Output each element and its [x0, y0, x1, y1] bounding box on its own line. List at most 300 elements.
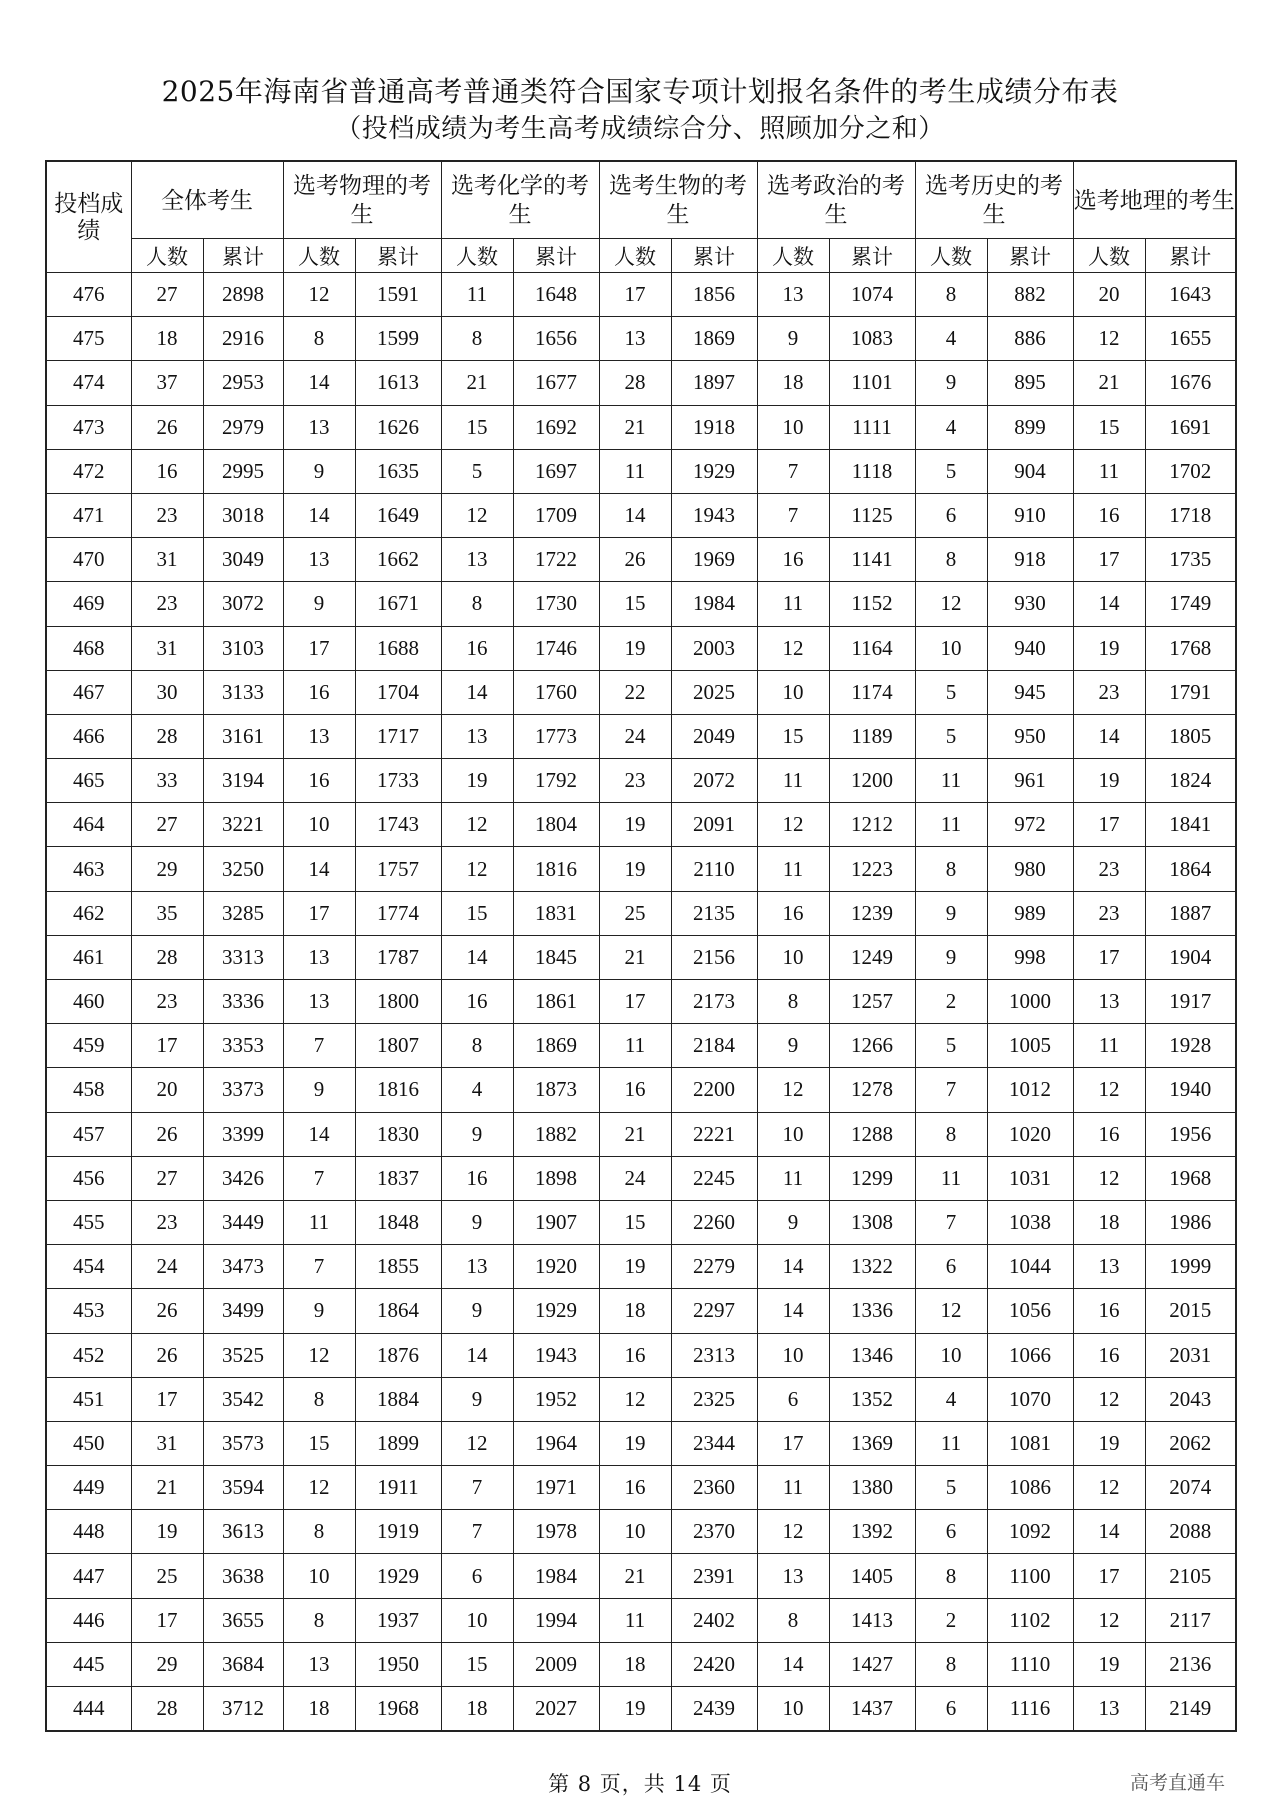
- count-cell: 35: [131, 891, 203, 935]
- count-cell: 17: [131, 1377, 203, 1421]
- count-cell: 11: [599, 1024, 671, 1068]
- cumulative-subheader: 累计: [987, 239, 1073, 273]
- cumulative-cell: 1709: [513, 493, 599, 537]
- cumulative-cell: 1787: [355, 935, 441, 979]
- group-header-geography: 选考地理的考生: [1073, 161, 1236, 239]
- count-cell: 19: [131, 1510, 203, 1554]
- score-cell: 462: [46, 891, 131, 935]
- cumulative-cell: 1369: [829, 1421, 915, 1465]
- count-cell: 12: [283, 1333, 355, 1377]
- cumulative-cell: 1676: [1145, 361, 1236, 405]
- count-cell: 18: [599, 1289, 671, 1333]
- cumulative-cell: 3194: [203, 759, 283, 803]
- table-row: [46, 1200, 1236, 1244]
- cumulative-cell: 2260: [671, 1200, 757, 1244]
- cumulative-cell: 3473: [203, 1245, 283, 1289]
- count-cell: 16: [757, 891, 829, 935]
- count-cell: 20: [1073, 273, 1145, 317]
- cumulative-cell: 1864: [355, 1289, 441, 1333]
- cumulative-cell: 1791: [1145, 670, 1236, 714]
- cumulative-cell: 1816: [355, 1068, 441, 1112]
- count-cell: 18: [757, 361, 829, 405]
- count-cell: 9: [283, 449, 355, 493]
- score-cell: 464: [46, 803, 131, 847]
- cumulative-cell: 1038: [987, 1200, 1073, 1244]
- cumulative-cell: 3712: [203, 1687, 283, 1732]
- cumulative-cell: 1800: [355, 980, 441, 1024]
- count-cell: 25: [599, 891, 671, 935]
- cumulative-cell: 972: [987, 803, 1073, 847]
- cumulative-cell: 3573: [203, 1421, 283, 1465]
- cumulative-cell: 1380: [829, 1466, 915, 1510]
- cumulative-cell: 1717: [355, 714, 441, 758]
- count-cell: 8: [757, 980, 829, 1024]
- cumulative-cell: 1749: [1145, 582, 1236, 626]
- table-row: [46, 1510, 1236, 1554]
- score-cell: 459: [46, 1024, 131, 1068]
- count-cell: 2: [915, 980, 987, 1024]
- count-cell: 4: [441, 1068, 513, 1112]
- count-subheader: 人数: [757, 239, 829, 273]
- cumulative-cell: 3499: [203, 1289, 283, 1333]
- cumulative-cell: 2439: [671, 1687, 757, 1732]
- cumulative-cell: 1662: [355, 538, 441, 582]
- cumulative-cell: 3285: [203, 891, 283, 935]
- count-cell: 16: [1073, 1289, 1145, 1333]
- cumulative-cell: 961: [987, 759, 1073, 803]
- count-cell: 28: [599, 361, 671, 405]
- count-cell: 6: [441, 1554, 513, 1598]
- table-row: [46, 626, 1236, 670]
- cumulative-cell: 2995: [203, 449, 283, 493]
- count-cell: 5: [915, 449, 987, 493]
- count-cell: 12: [915, 1289, 987, 1333]
- cumulative-cell: 1599: [355, 317, 441, 361]
- cumulative-cell: 1718: [1145, 493, 1236, 537]
- count-cell: 12: [757, 1510, 829, 1554]
- cumulative-cell: 1691: [1145, 405, 1236, 449]
- count-cell: 9: [283, 1289, 355, 1333]
- cumulative-cell: 1692: [513, 405, 599, 449]
- group-header-biology: 选考生物的考生: [599, 161, 757, 239]
- table-row: [46, 1245, 1236, 1289]
- score-cell: 465: [46, 759, 131, 803]
- cumulative-cell: 1200: [829, 759, 915, 803]
- cumulative-cell: 1830: [355, 1112, 441, 1156]
- count-cell: 24: [599, 1156, 671, 1200]
- count-subheader: 人数: [283, 239, 355, 273]
- cumulative-cell: 1929: [671, 449, 757, 493]
- count-cell: 16: [757, 538, 829, 582]
- count-cell: 4: [915, 405, 987, 449]
- cumulative-cell: 2313: [671, 1333, 757, 1377]
- cumulative-cell: 3525: [203, 1333, 283, 1377]
- cumulative-cell: 940: [987, 626, 1073, 670]
- count-cell: 12: [283, 1466, 355, 1510]
- count-subheader: 人数: [599, 239, 671, 273]
- cumulative-cell: 1864: [1145, 847, 1236, 891]
- count-cell: 14: [1073, 714, 1145, 758]
- cumulative-cell: 1671: [355, 582, 441, 626]
- cumulative-cell: 1869: [671, 317, 757, 361]
- score-cell: 453: [46, 1289, 131, 1333]
- count-cell: 17: [599, 980, 671, 1024]
- cumulative-cell: 1092: [987, 1510, 1073, 1554]
- cumulative-cell: 2031: [1145, 1333, 1236, 1377]
- cumulative-cell: 1792: [513, 759, 599, 803]
- cumulative-cell: 2420: [671, 1642, 757, 1686]
- score-distribution-table: [45, 160, 1237, 1732]
- cumulative-cell: 2402: [671, 1598, 757, 1642]
- cumulative-cell: 3133: [203, 670, 283, 714]
- count-cell: 7: [441, 1510, 513, 1554]
- cumulative-cell: 1869: [513, 1024, 599, 1068]
- cumulative-cell: 2149: [1145, 1687, 1236, 1732]
- count-cell: 14: [283, 847, 355, 891]
- count-cell: 12: [441, 1421, 513, 1465]
- cumulative-cell: 989: [987, 891, 1073, 935]
- count-cell: 31: [131, 538, 203, 582]
- cumulative-cell: 1152: [829, 582, 915, 626]
- cumulative-cell: 2136: [1145, 1642, 1236, 1686]
- cumulative-cell: 2110: [671, 847, 757, 891]
- table-row: [46, 582, 1236, 626]
- count-cell: 9: [441, 1377, 513, 1421]
- cumulative-cell: 945: [987, 670, 1073, 714]
- cumulative-cell: 1116: [987, 1687, 1073, 1732]
- table-row: [46, 1466, 1236, 1510]
- count-cell: 6: [757, 1377, 829, 1421]
- table-row: [46, 493, 1236, 537]
- count-cell: 11: [599, 1598, 671, 1642]
- cumulative-cell: 2200: [671, 1068, 757, 1112]
- count-cell: 28: [131, 935, 203, 979]
- count-cell: 6: [915, 493, 987, 537]
- cumulative-cell: 1655: [1145, 317, 1236, 361]
- count-cell: 21: [441, 361, 513, 405]
- score-cell: 448: [46, 1510, 131, 1554]
- cumulative-cell: 2221: [671, 1112, 757, 1156]
- score-cell: 466: [46, 714, 131, 758]
- cumulative-cell: 1643: [1145, 273, 1236, 317]
- count-cell: 18: [1073, 1200, 1145, 1244]
- cumulative-cell: 1928: [1145, 1024, 1236, 1068]
- cumulative-cell: 1937: [355, 1598, 441, 1642]
- cumulative-cell: 1899: [355, 1421, 441, 1465]
- count-cell: 5: [915, 1466, 987, 1510]
- cumulative-cell: 3399: [203, 1112, 283, 1156]
- count-cell: 31: [131, 626, 203, 670]
- cumulative-cell: 1174: [829, 670, 915, 714]
- count-cell: 11: [283, 1200, 355, 1244]
- count-cell: 4: [915, 1377, 987, 1421]
- score-cell: 473: [46, 405, 131, 449]
- cumulative-cell: 1999: [1145, 1245, 1236, 1289]
- cumulative-cell: 998: [987, 935, 1073, 979]
- cumulative-cell: 2088: [1145, 1510, 1236, 1554]
- cumulative-cell: 1887: [1145, 891, 1236, 935]
- cumulative-cell: 1920: [513, 1245, 599, 1289]
- count-cell: 16: [283, 670, 355, 714]
- cumulative-cell: 3313: [203, 935, 283, 979]
- cumulative-cell: 3336: [203, 980, 283, 1024]
- cumulative-cell: 1101: [829, 361, 915, 405]
- cumulative-cell: 1257: [829, 980, 915, 1024]
- count-cell: 13: [283, 538, 355, 582]
- count-cell: 12: [757, 1068, 829, 1112]
- count-cell: 12: [283, 273, 355, 317]
- count-cell: 11: [915, 803, 987, 847]
- cumulative-cell: 2344: [671, 1421, 757, 1465]
- cumulative-cell: 1613: [355, 361, 441, 405]
- count-cell: 16: [131, 449, 203, 493]
- table-row: [46, 405, 1236, 449]
- table-row: [46, 1598, 1236, 1642]
- cumulative-cell: 3221: [203, 803, 283, 847]
- cumulative-cell: 1773: [513, 714, 599, 758]
- cumulative-cell: 1746: [513, 626, 599, 670]
- count-cell: 19: [599, 803, 671, 847]
- score-cell: 469: [46, 582, 131, 626]
- cumulative-cell: 2391: [671, 1554, 757, 1598]
- cumulative-cell: 3018: [203, 493, 283, 537]
- count-cell: 13: [283, 980, 355, 1024]
- cumulative-cell: 3684: [203, 1642, 283, 1686]
- count-cell: 14: [441, 1333, 513, 1377]
- count-cell: 10: [599, 1510, 671, 1554]
- count-cell: 19: [599, 626, 671, 670]
- count-cell: 7: [757, 493, 829, 537]
- cumulative-cell: 899: [987, 405, 1073, 449]
- cumulative-cell: 1278: [829, 1068, 915, 1112]
- cumulative-cell: 1081: [987, 1421, 1073, 1465]
- cumulative-cell: 1986: [1145, 1200, 1236, 1244]
- score-cell: 456: [46, 1156, 131, 1200]
- count-cell: 19: [599, 847, 671, 891]
- cumulative-cell: 1649: [355, 493, 441, 537]
- count-cell: 12: [599, 1377, 671, 1421]
- score-cell: 467: [46, 670, 131, 714]
- cumulative-cell: 2898: [203, 273, 283, 317]
- document-title: 2025年海南省普通高考普通类符合国家专项计划报名条件的考生成绩分布表: [161, 75, 1119, 108]
- count-cell: 4: [915, 317, 987, 361]
- count-cell: 19: [599, 1687, 671, 1732]
- count-cell: 26: [131, 1289, 203, 1333]
- cumulative-cell: 1882: [513, 1112, 599, 1156]
- cumulative-cell: 3353: [203, 1024, 283, 1068]
- score-cell: 474: [46, 361, 131, 405]
- cumulative-cell: 1760: [513, 670, 599, 714]
- count-cell: 16: [1073, 1112, 1145, 1156]
- cumulative-cell: 2072: [671, 759, 757, 803]
- table-row: [46, 538, 1236, 582]
- cumulative-cell: 1929: [513, 1289, 599, 1333]
- count-cell: 29: [131, 1642, 203, 1686]
- count-cell: 8: [915, 1112, 987, 1156]
- cumulative-cell: 1056: [987, 1289, 1073, 1333]
- count-cell: 14: [283, 1112, 355, 1156]
- count-cell: 15: [757, 714, 829, 758]
- cumulative-cell: 1074: [829, 273, 915, 317]
- cumulative-subheader: 累计: [1145, 239, 1236, 273]
- count-cell: 10: [283, 1554, 355, 1598]
- count-cell: 7: [283, 1156, 355, 1200]
- count-cell: 17: [1073, 1554, 1145, 1598]
- count-cell: 13: [441, 1245, 513, 1289]
- cumulative-cell: 2105: [1145, 1554, 1236, 1598]
- count-cell: 8: [283, 317, 355, 361]
- count-cell: 24: [599, 714, 671, 758]
- cumulative-cell: 2173: [671, 980, 757, 1024]
- cumulative-cell: 1768: [1145, 626, 1236, 670]
- cumulative-cell: 1917: [1145, 980, 1236, 1024]
- count-cell: 13: [1073, 980, 1145, 1024]
- count-cell: 15: [441, 405, 513, 449]
- cumulative-cell: 1066: [987, 1333, 1073, 1377]
- cumulative-cell: 1856: [671, 273, 757, 317]
- table-row: [46, 273, 1236, 317]
- cumulative-cell: 1189: [829, 714, 915, 758]
- cumulative-cell: 1994: [513, 1598, 599, 1642]
- count-cell: 12: [441, 847, 513, 891]
- count-cell: 12: [441, 493, 513, 537]
- cumulative-cell: 1702: [1145, 449, 1236, 493]
- count-cell: 8: [283, 1510, 355, 1554]
- cumulative-cell: 2135: [671, 891, 757, 935]
- cumulative-cell: 1005: [987, 1024, 1073, 1068]
- count-cell: 14: [1073, 582, 1145, 626]
- count-cell: 27: [131, 1156, 203, 1200]
- cumulative-cell: 1249: [829, 935, 915, 979]
- table-row: [46, 1068, 1236, 1112]
- cumulative-cell: 1884: [355, 1377, 441, 1421]
- cumulative-cell: 1100: [987, 1554, 1073, 1598]
- count-cell: 12: [1073, 317, 1145, 361]
- cumulative-cell: 1861: [513, 980, 599, 1024]
- count-cell: 16: [283, 759, 355, 803]
- score-cell: 476: [46, 273, 131, 317]
- count-cell: 19: [599, 1245, 671, 1289]
- cumulative-cell: 1984: [513, 1554, 599, 1598]
- watermark: 高考直通车: [1129, 1772, 1225, 1794]
- cumulative-cell: 1964: [513, 1421, 599, 1465]
- count-cell: 11: [599, 449, 671, 493]
- group-header-history: 选考历史的考生: [915, 161, 1073, 239]
- table-row: [46, 361, 1236, 405]
- count-cell: 31: [131, 1421, 203, 1465]
- count-cell: 26: [131, 1333, 203, 1377]
- count-cell: 12: [441, 803, 513, 847]
- count-cell: 17: [131, 1024, 203, 1068]
- count-cell: 23: [131, 980, 203, 1024]
- count-subheader: 人数: [131, 239, 203, 273]
- count-cell: 19: [599, 1421, 671, 1465]
- group-header-politics: 选考政治的考生: [757, 161, 915, 239]
- count-cell: 19: [1073, 759, 1145, 803]
- count-cell: 5: [441, 449, 513, 493]
- cumulative-cell: 895: [987, 361, 1073, 405]
- table-row: [46, 1554, 1236, 1598]
- cumulative-subheader: 累计: [355, 239, 441, 273]
- count-cell: 10: [915, 626, 987, 670]
- score-cell: 449: [46, 1466, 131, 1510]
- count-cell: 16: [599, 1068, 671, 1112]
- table-row: [46, 1112, 1236, 1156]
- count-cell: 33: [131, 759, 203, 803]
- count-cell: 17: [599, 273, 671, 317]
- count-cell: 10: [757, 935, 829, 979]
- cumulative-cell: 2015: [1145, 1289, 1236, 1333]
- count-cell: 13: [1073, 1687, 1145, 1732]
- count-cell: 11: [757, 1466, 829, 1510]
- cumulative-cell: 2074: [1145, 1466, 1236, 1510]
- count-cell: 21: [131, 1466, 203, 1510]
- cumulative-cell: 2360: [671, 1466, 757, 1510]
- cumulative-cell: 1940: [1145, 1068, 1236, 1112]
- count-cell: 5: [915, 670, 987, 714]
- count-cell: 21: [599, 405, 671, 449]
- cumulative-cell: 3594: [203, 1466, 283, 1510]
- count-cell: 21: [599, 935, 671, 979]
- count-cell: 7: [283, 1024, 355, 1068]
- count-cell: 8: [757, 1598, 829, 1642]
- score-cell: 460: [46, 980, 131, 1024]
- count-cell: 10: [757, 405, 829, 449]
- cumulative-cell: 2009: [513, 1642, 599, 1686]
- count-cell: 17: [131, 1598, 203, 1642]
- cumulative-cell: 2027: [513, 1687, 599, 1732]
- count-cell: 16: [441, 980, 513, 1024]
- cumulative-cell: 1984: [671, 582, 757, 626]
- cumulative-cell: 1648: [513, 273, 599, 317]
- count-cell: 7: [757, 449, 829, 493]
- count-cell: 28: [131, 1687, 203, 1732]
- page-footer: 第 8 页，共 14 页: [548, 1772, 732, 1796]
- count-cell: 17: [283, 626, 355, 670]
- count-cell: 27: [131, 273, 203, 317]
- cumulative-cell: 1855: [355, 1245, 441, 1289]
- cumulative-cell: 1743: [355, 803, 441, 847]
- cumulative-cell: 1677: [513, 361, 599, 405]
- count-cell: 26: [131, 1112, 203, 1156]
- group-header-physics: 选考物理的考生: [283, 161, 441, 239]
- table-row: [46, 714, 1236, 758]
- score-cell: 444: [46, 1687, 131, 1732]
- cumulative-subheader: 累计: [203, 239, 283, 273]
- count-cell: 17: [1073, 803, 1145, 847]
- score-cell: 461: [46, 935, 131, 979]
- count-cell: 5: [915, 1024, 987, 1068]
- cumulative-cell: 2117: [1145, 1598, 1236, 1642]
- cumulative-cell: 1722: [513, 538, 599, 582]
- cumulative-cell: 1352: [829, 1377, 915, 1421]
- count-cell: 11: [441, 273, 513, 317]
- cumulative-cell: 1733: [355, 759, 441, 803]
- cumulative-cell: 1591: [355, 273, 441, 317]
- table-row: [46, 670, 1236, 714]
- count-cell: 12: [915, 582, 987, 626]
- count-cell: 8: [283, 1598, 355, 1642]
- count-cell: 9: [757, 317, 829, 361]
- count-cell: 16: [1073, 493, 1145, 537]
- count-cell: 9: [915, 935, 987, 979]
- cumulative-cell: 1346: [829, 1333, 915, 1377]
- table-row: [46, 1333, 1236, 1377]
- cumulative-cell: 980: [987, 847, 1073, 891]
- score-cell: 447: [46, 1554, 131, 1598]
- cumulative-cell: 3613: [203, 1510, 283, 1554]
- count-cell: 8: [441, 582, 513, 626]
